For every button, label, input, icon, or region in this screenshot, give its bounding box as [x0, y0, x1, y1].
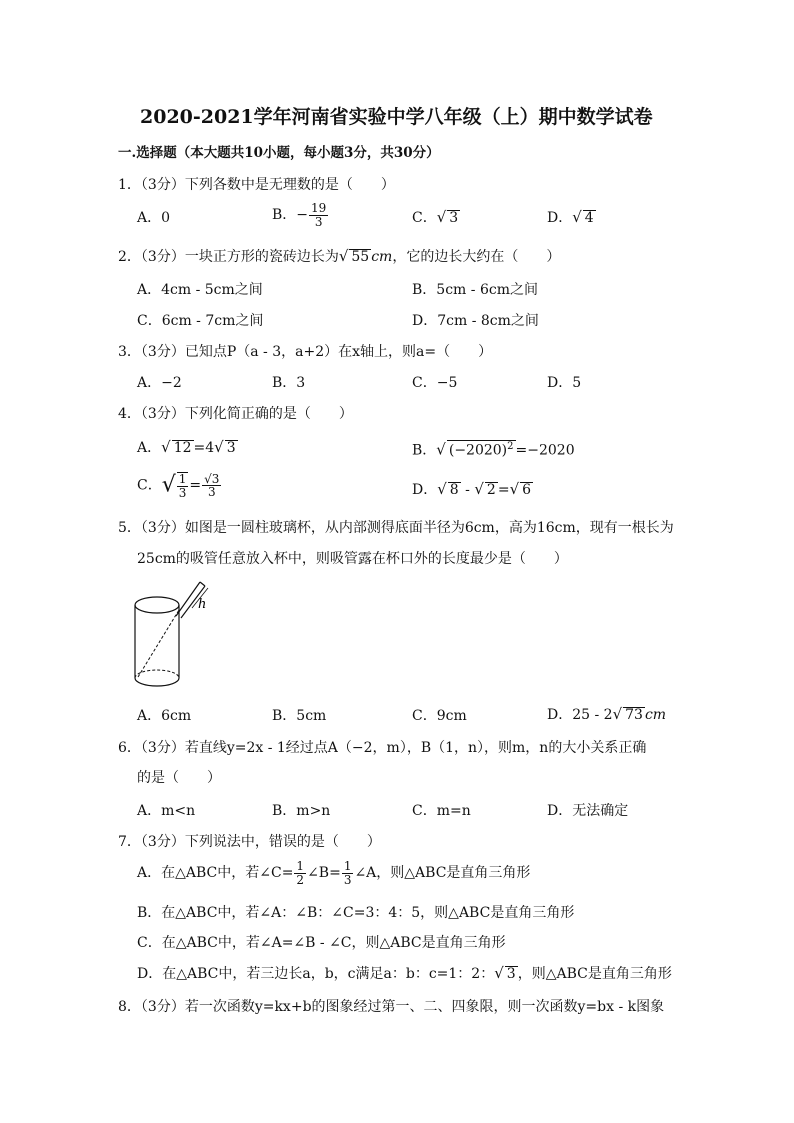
- q2-option-c: C．6cm - 7cm之间: [137, 313, 264, 329]
- q1-option-d: D．√ 4: [547, 208, 594, 226]
- q4-b-base: (−2020): [448, 442, 508, 459]
- question-3-stem: 3．（3分）已知点P（a - 3，a+2）在x轴上，则a=（ ）: [118, 344, 493, 360]
- q7-a-fraction-2-denominator: 3: [343, 872, 352, 887]
- q7-a-middle: ∠B=: [307, 865, 341, 882]
- straw-inside-dashed: [138, 610, 179, 677]
- q4-option-b: B．√ $(-2020)^2 =-2020$: [412, 440, 575, 459]
- q1-b-numerator: 19: [311, 201, 327, 215]
- q2-option-a: A．4cm - 5cm之间: [137, 282, 263, 298]
- q3-option-c: C．−5: [412, 375, 458, 391]
- q4-a-middle: =4: [193, 440, 215, 456]
- figure-label-h: h: [198, 597, 207, 612]
- q7-d-prefix: D．在△ABC中，若三边长a，b，c满足a：b：c=1：2：: [137, 966, 495, 982]
- q2-stem-prefix: 2．（3分）一块正方形的瓷砖边长为: [118, 249, 339, 265]
- q2-option-d: D．7cm - 8cm之间: [412, 313, 539, 329]
- straw-outside-1: [176, 582, 200, 616]
- q4-option-c: C．√ $\frac{1}{3}$ = $\frac{√3}{3}$: [137, 471, 220, 500]
- q5-option-c: C．9cm: [412, 708, 467, 724]
- section-heading: 一.选择题（本大题共10小题，每小题3分，共30分）: [118, 145, 440, 161]
- question-1-stem: 1．（3分）下列各数中是无理数的是（ ）: [118, 177, 395, 193]
- q4-a-radicand-2: 3: [226, 440, 236, 456]
- q4-option-d: D．√ 8 - √ 2 =√ 6: [412, 480, 532, 498]
- q4-b-radicand: [447, 440, 516, 459]
- q4-d-radicand-3: 6: [522, 482, 532, 498]
- q4-a-prefix: A．: [137, 440, 162, 456]
- q4-d-equals: =: [497, 482, 510, 498]
- q2-stem-unit: cm: [371, 249, 393, 265]
- q1-b-prefix: B．−: [272, 207, 309, 224]
- question-2-stem: 2．（3分）一块正方形的瓷砖边长为√ 55 cm，它的边长大约在（ ）: [118, 247, 561, 265]
- q4-option-a: A．√ 12 =4√ 3: [137, 438, 236, 456]
- question-4-stem: 4．（3分）下列化简正确的是（ ）: [118, 406, 353, 422]
- q4-b-prefix: B．: [412, 442, 437, 459]
- q4-c-denominator: 3: [178, 485, 187, 500]
- straw-cap: [200, 582, 205, 586]
- q2-stem-radicand: 55: [351, 249, 370, 265]
- q4-d-radicand-2: 2: [486, 482, 496, 498]
- q4-c-prefix: C．: [137, 477, 162, 494]
- q3-option-d: D．5: [547, 375, 582, 391]
- page-title: 2020-2021学年河南省实验中学八年级（上）期中数学试卷: [140, 106, 653, 128]
- q4-d-prefix: D．: [412, 482, 438, 498]
- q7-d-suffix: ，则△ABC是直角三角形: [517, 966, 672, 982]
- q1-option-a: A．0: [137, 210, 171, 226]
- q5-d-prefix: D．25 - 2: [547, 707, 613, 723]
- q3-option-b: B．3: [272, 375, 306, 391]
- question-5-line-1: 5．（3分）如图是一圆柱玻璃杯，从内部测得底面半径为6cm，高为16cm，现有一根长为: [118, 520, 674, 536]
- q6-option-c: C．m=n: [412, 803, 471, 819]
- question-5-line-2: 25cm的吸管任意放入杯中，则吸管露在杯口外的长度最少是（ ）: [137, 551, 568, 567]
- q7-option-c: C．在△ABC中，若∠A=∠B - ∠C，则△ABC是直角三角形: [137, 935, 506, 951]
- q1-d-prefix: D．: [547, 210, 573, 226]
- q6-option-d: D．无法确定: [547, 803, 629, 819]
- q2-stem-suffix: ，它的边长大约在（ ）: [392, 249, 561, 265]
- q1-c-radicand: 3: [449, 210, 459, 226]
- q7-option-a: [137, 860, 530, 886]
- q7-d-radicand: 3: [506, 966, 516, 982]
- q4-c-denominator-2: 3: [207, 485, 216, 500]
- q1-option-b: [272, 202, 329, 228]
- q4-c-numerator-2: √3: [204, 471, 220, 486]
- q6-option-a: A．m<n: [137, 803, 196, 819]
- q1-option-c: C．√ 3: [412, 208, 459, 226]
- cylinder-top-ellipse: [135, 597, 179, 613]
- q4-c-numerator: 1: [178, 472, 187, 486]
- q1-c-prefix: C．: [412, 210, 437, 226]
- q5-d-unit: cm: [644, 707, 667, 723]
- question-7-stem: 7．（3分）下列说法中，错误的是（ ）: [118, 834, 381, 850]
- q3-option-a: A．−2: [137, 375, 182, 391]
- question-6-line-2: 的是（ ）: [137, 770, 221, 786]
- q5-d-radicand: 73: [625, 707, 643, 723]
- q5-option-b: B．5cm: [272, 708, 327, 724]
- q1-b-fraction: [309, 202, 328, 228]
- q6-option-b: B．m>n: [272, 803, 331, 819]
- q5-option-a: A．6cm: [137, 708, 192, 724]
- q4-c-equals: =: [189, 477, 202, 494]
- q4-b-exponent: 2: [507, 441, 514, 452]
- q7-option-d: D．在△ABC中，若三边长a，b，c满足a：b：c=1：2：√ 3 ，则△ABC是直角三角形: [137, 964, 672, 982]
- q4-b-result: =−2020: [515, 442, 575, 459]
- q7-a-fraction-1-denominator: 2: [296, 872, 305, 887]
- q2-option-b: B．5cm - 6cm之间: [412, 282, 538, 298]
- q7-option-b: B．在△ABC中，若∠A：∠B：∠C=3：4：5，则△ABC是直角三角形: [137, 905, 575, 921]
- q5-option-d: D．25 - 2√ 73 cm: [547, 705, 667, 723]
- q4-d-minus: -: [460, 482, 475, 498]
- q7-a-suffix: ∠A，则△ABC是直角三角形: [354, 865, 531, 882]
- question-8-stem: 8．（3分）若一次函数y=kx+b的图象经过第一、二、四象限，则一次函数y=bx - k图象: [118, 999, 665, 1015]
- q4-a-radicand: 12: [173, 440, 192, 456]
- q7-a-prefix: A．在△ABC中，若∠C=: [137, 865, 294, 882]
- q4-d-radicand-1: 8: [449, 482, 459, 498]
- q1-b-denominator: 3: [314, 214, 323, 229]
- q1-d-radicand: 4: [584, 210, 594, 226]
- q7-a-fraction-1-numerator: 1: [296, 859, 305, 873]
- q7-a-fraction-2-numerator: 1: [343, 859, 352, 873]
- cylinder-straw-figure: [130, 580, 220, 695]
- cylinder-bottom-front: [135, 678, 179, 686]
- question-6-line-1: 6．（3分）若直线y=2x - 1经过点A（−2，m），B（1，n），则m，n的大小关系正确: [118, 740, 647, 756]
